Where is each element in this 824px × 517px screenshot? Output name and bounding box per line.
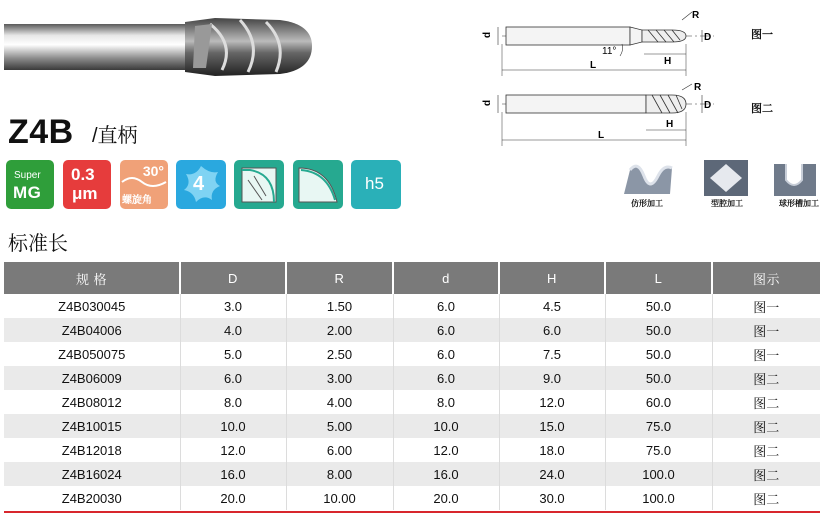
cell-figure: 图二 bbox=[712, 438, 820, 462]
table-header-row bbox=[4, 262, 820, 294]
cell-D: 16.0 bbox=[180, 462, 286, 486]
table-row bbox=[4, 486, 820, 510]
application-profiling bbox=[620, 156, 674, 208]
tolerance-class: h5 bbox=[365, 174, 384, 193]
cell-R: 3.00 bbox=[286, 366, 393, 390]
fig2-label: 图二 bbox=[751, 103, 773, 115]
table-row bbox=[4, 462, 820, 486]
table-row bbox=[4, 318, 820, 342]
cell-D: 8.0 bbox=[180, 390, 286, 414]
ball-groove-icon bbox=[772, 156, 824, 198]
cell-D: 20.0 bbox=[180, 486, 286, 510]
cell-d: 8.0 bbox=[393, 390, 499, 414]
corner-radius-badge bbox=[234, 160, 284, 209]
cell-d: 20.0 bbox=[393, 486, 499, 510]
col-header-R: R bbox=[286, 262, 393, 294]
table-row bbox=[4, 342, 820, 366]
cell-model: Z4B20030 bbox=[4, 486, 180, 510]
corner-radius-icon bbox=[234, 160, 284, 209]
cell-D: 4.0 bbox=[180, 318, 286, 342]
dim-r-label: R bbox=[692, 10, 700, 21]
cell-R: 4.00 bbox=[286, 390, 393, 414]
cell-model: Z4B030045 bbox=[4, 294, 180, 318]
dim-D-label: D bbox=[704, 32, 712, 43]
cavity-icon bbox=[700, 156, 754, 198]
cell-figure: 图一 bbox=[712, 318, 820, 342]
dim-l-label-2: L bbox=[598, 130, 605, 141]
roughness-badge bbox=[63, 160, 111, 209]
bottom-rule bbox=[4, 511, 820, 513]
table-row bbox=[4, 294, 820, 318]
roughness-unit: μm bbox=[72, 184, 98, 203]
coating-badge bbox=[6, 160, 54, 209]
cell-figure: 图二 bbox=[712, 486, 820, 510]
table-row bbox=[4, 390, 820, 414]
helix-angle-badge bbox=[120, 160, 168, 209]
profiling-icon bbox=[620, 156, 674, 198]
coating-bottom-text: MG bbox=[13, 183, 42, 202]
cell-L: 50.0 bbox=[605, 294, 712, 318]
fig1-label: 图一 bbox=[751, 29, 773, 41]
cell-d: 10.0 bbox=[393, 414, 499, 438]
flute-count-badge bbox=[176, 160, 226, 209]
end-mill-photo bbox=[0, 14, 315, 76]
col-header-d: d bbox=[393, 262, 499, 294]
cell-L: 50.0 bbox=[605, 318, 712, 342]
cell-R: 1.50 bbox=[286, 294, 393, 318]
cell-H: 6.0 bbox=[499, 318, 605, 342]
cell-d: 16.0 bbox=[393, 462, 499, 486]
dim-h-label: H bbox=[664, 56, 672, 67]
cell-R: 5.00 bbox=[286, 414, 393, 438]
cell-R: 2.00 bbox=[286, 318, 393, 342]
cell-model: Z4B04006 bbox=[4, 318, 180, 342]
dim-d-label: d bbox=[482, 31, 493, 38]
cell-model: Z4B16024 bbox=[4, 462, 180, 486]
cell-H: 7.5 bbox=[499, 342, 605, 366]
cell-d: 12.0 bbox=[393, 438, 499, 462]
cell-H: 9.0 bbox=[499, 366, 605, 390]
cell-H: 12.0 bbox=[499, 390, 605, 414]
cell-D: 5.0 bbox=[180, 342, 286, 366]
cell-H: 18.0 bbox=[499, 438, 605, 462]
cell-figure: 图一 bbox=[712, 342, 820, 366]
cell-D: 3.0 bbox=[180, 294, 286, 318]
cell-L: 60.0 bbox=[605, 390, 712, 414]
technical-drawing-2 bbox=[476, 80, 726, 148]
cell-R: 2.50 bbox=[286, 342, 393, 366]
product-code: Z4B bbox=[8, 113, 74, 151]
table-row bbox=[4, 438, 820, 462]
application-label: 型腔加工 bbox=[711, 199, 743, 208]
cell-D: 6.0 bbox=[180, 366, 286, 390]
coating-top-text: Super bbox=[14, 170, 41, 181]
col-header-H: H bbox=[499, 262, 605, 294]
cell-figure: 图二 bbox=[712, 462, 820, 486]
flute-count: 4 bbox=[193, 173, 205, 195]
tolerance-badge bbox=[351, 160, 401, 209]
cell-L: 75.0 bbox=[605, 414, 712, 438]
cell-R: 10.00 bbox=[286, 486, 393, 510]
cell-figure: 图二 bbox=[712, 390, 820, 414]
cell-figure: 图二 bbox=[712, 414, 820, 438]
cell-H: 24.0 bbox=[499, 462, 605, 486]
helix-angle-value: 30° bbox=[142, 163, 164, 179]
application-ball-groove bbox=[772, 156, 824, 208]
dim-h-label-2: H bbox=[666, 119, 674, 130]
cell-d: 6.0 bbox=[393, 294, 499, 318]
cell-R: 6.00 bbox=[286, 438, 393, 462]
cell-H: 15.0 bbox=[499, 414, 605, 438]
cell-d: 6.0 bbox=[393, 366, 499, 390]
section-heading: 标准长 bbox=[8, 233, 68, 255]
cell-figure: 图二 bbox=[712, 366, 820, 390]
cell-D: 10.0 bbox=[180, 414, 286, 438]
table-row bbox=[4, 414, 820, 438]
dim-l-label: L bbox=[590, 60, 597, 71]
cell-L: 100.0 bbox=[605, 462, 712, 486]
cell-model: Z4B10015 bbox=[4, 414, 180, 438]
col-header-D: D bbox=[180, 262, 286, 294]
taper-angle-label: 11° bbox=[602, 46, 617, 57]
cell-model: Z4B06009 bbox=[4, 366, 180, 390]
cell-R: 8.00 bbox=[286, 462, 393, 486]
shank-type: /直柄 bbox=[92, 125, 138, 147]
col-header-model: 规 格 bbox=[4, 262, 180, 294]
roughness-value: 0.3 bbox=[71, 165, 95, 184]
cell-d: 6.0 bbox=[393, 318, 499, 342]
application-label: 仿形加工 bbox=[631, 199, 663, 208]
application-cavity bbox=[700, 156, 754, 208]
dim-d-label-2: d bbox=[482, 99, 493, 106]
technical-drawing-1 bbox=[476, 6, 726, 76]
col-header-figure: 图示 bbox=[712, 262, 820, 294]
cell-model: Z4B050075 bbox=[4, 342, 180, 366]
cell-H: 30.0 bbox=[499, 486, 605, 510]
cell-figure: 图一 bbox=[712, 294, 820, 318]
cell-L: 50.0 bbox=[605, 342, 712, 366]
cell-L: 50.0 bbox=[605, 366, 712, 390]
cell-L: 100.0 bbox=[605, 486, 712, 510]
ball-nose-icon bbox=[293, 160, 343, 209]
spec-table bbox=[4, 262, 820, 510]
dim-r-label-2: R bbox=[694, 82, 702, 93]
table-row bbox=[4, 366, 820, 390]
cell-D: 12.0 bbox=[180, 438, 286, 462]
cell-model: Z4B12018 bbox=[4, 438, 180, 462]
cell-model: Z4B08012 bbox=[4, 390, 180, 414]
ball-nose-badge bbox=[293, 160, 343, 209]
dim-D-label-2: D bbox=[704, 100, 712, 111]
helix-angle-label: 螺旋角 bbox=[122, 195, 152, 206]
cell-d: 6.0 bbox=[393, 342, 499, 366]
application-label: 球形槽加工 bbox=[779, 199, 819, 208]
col-header-L: L bbox=[605, 262, 712, 294]
cell-H: 4.5 bbox=[499, 294, 605, 318]
cell-L: 75.0 bbox=[605, 438, 712, 462]
